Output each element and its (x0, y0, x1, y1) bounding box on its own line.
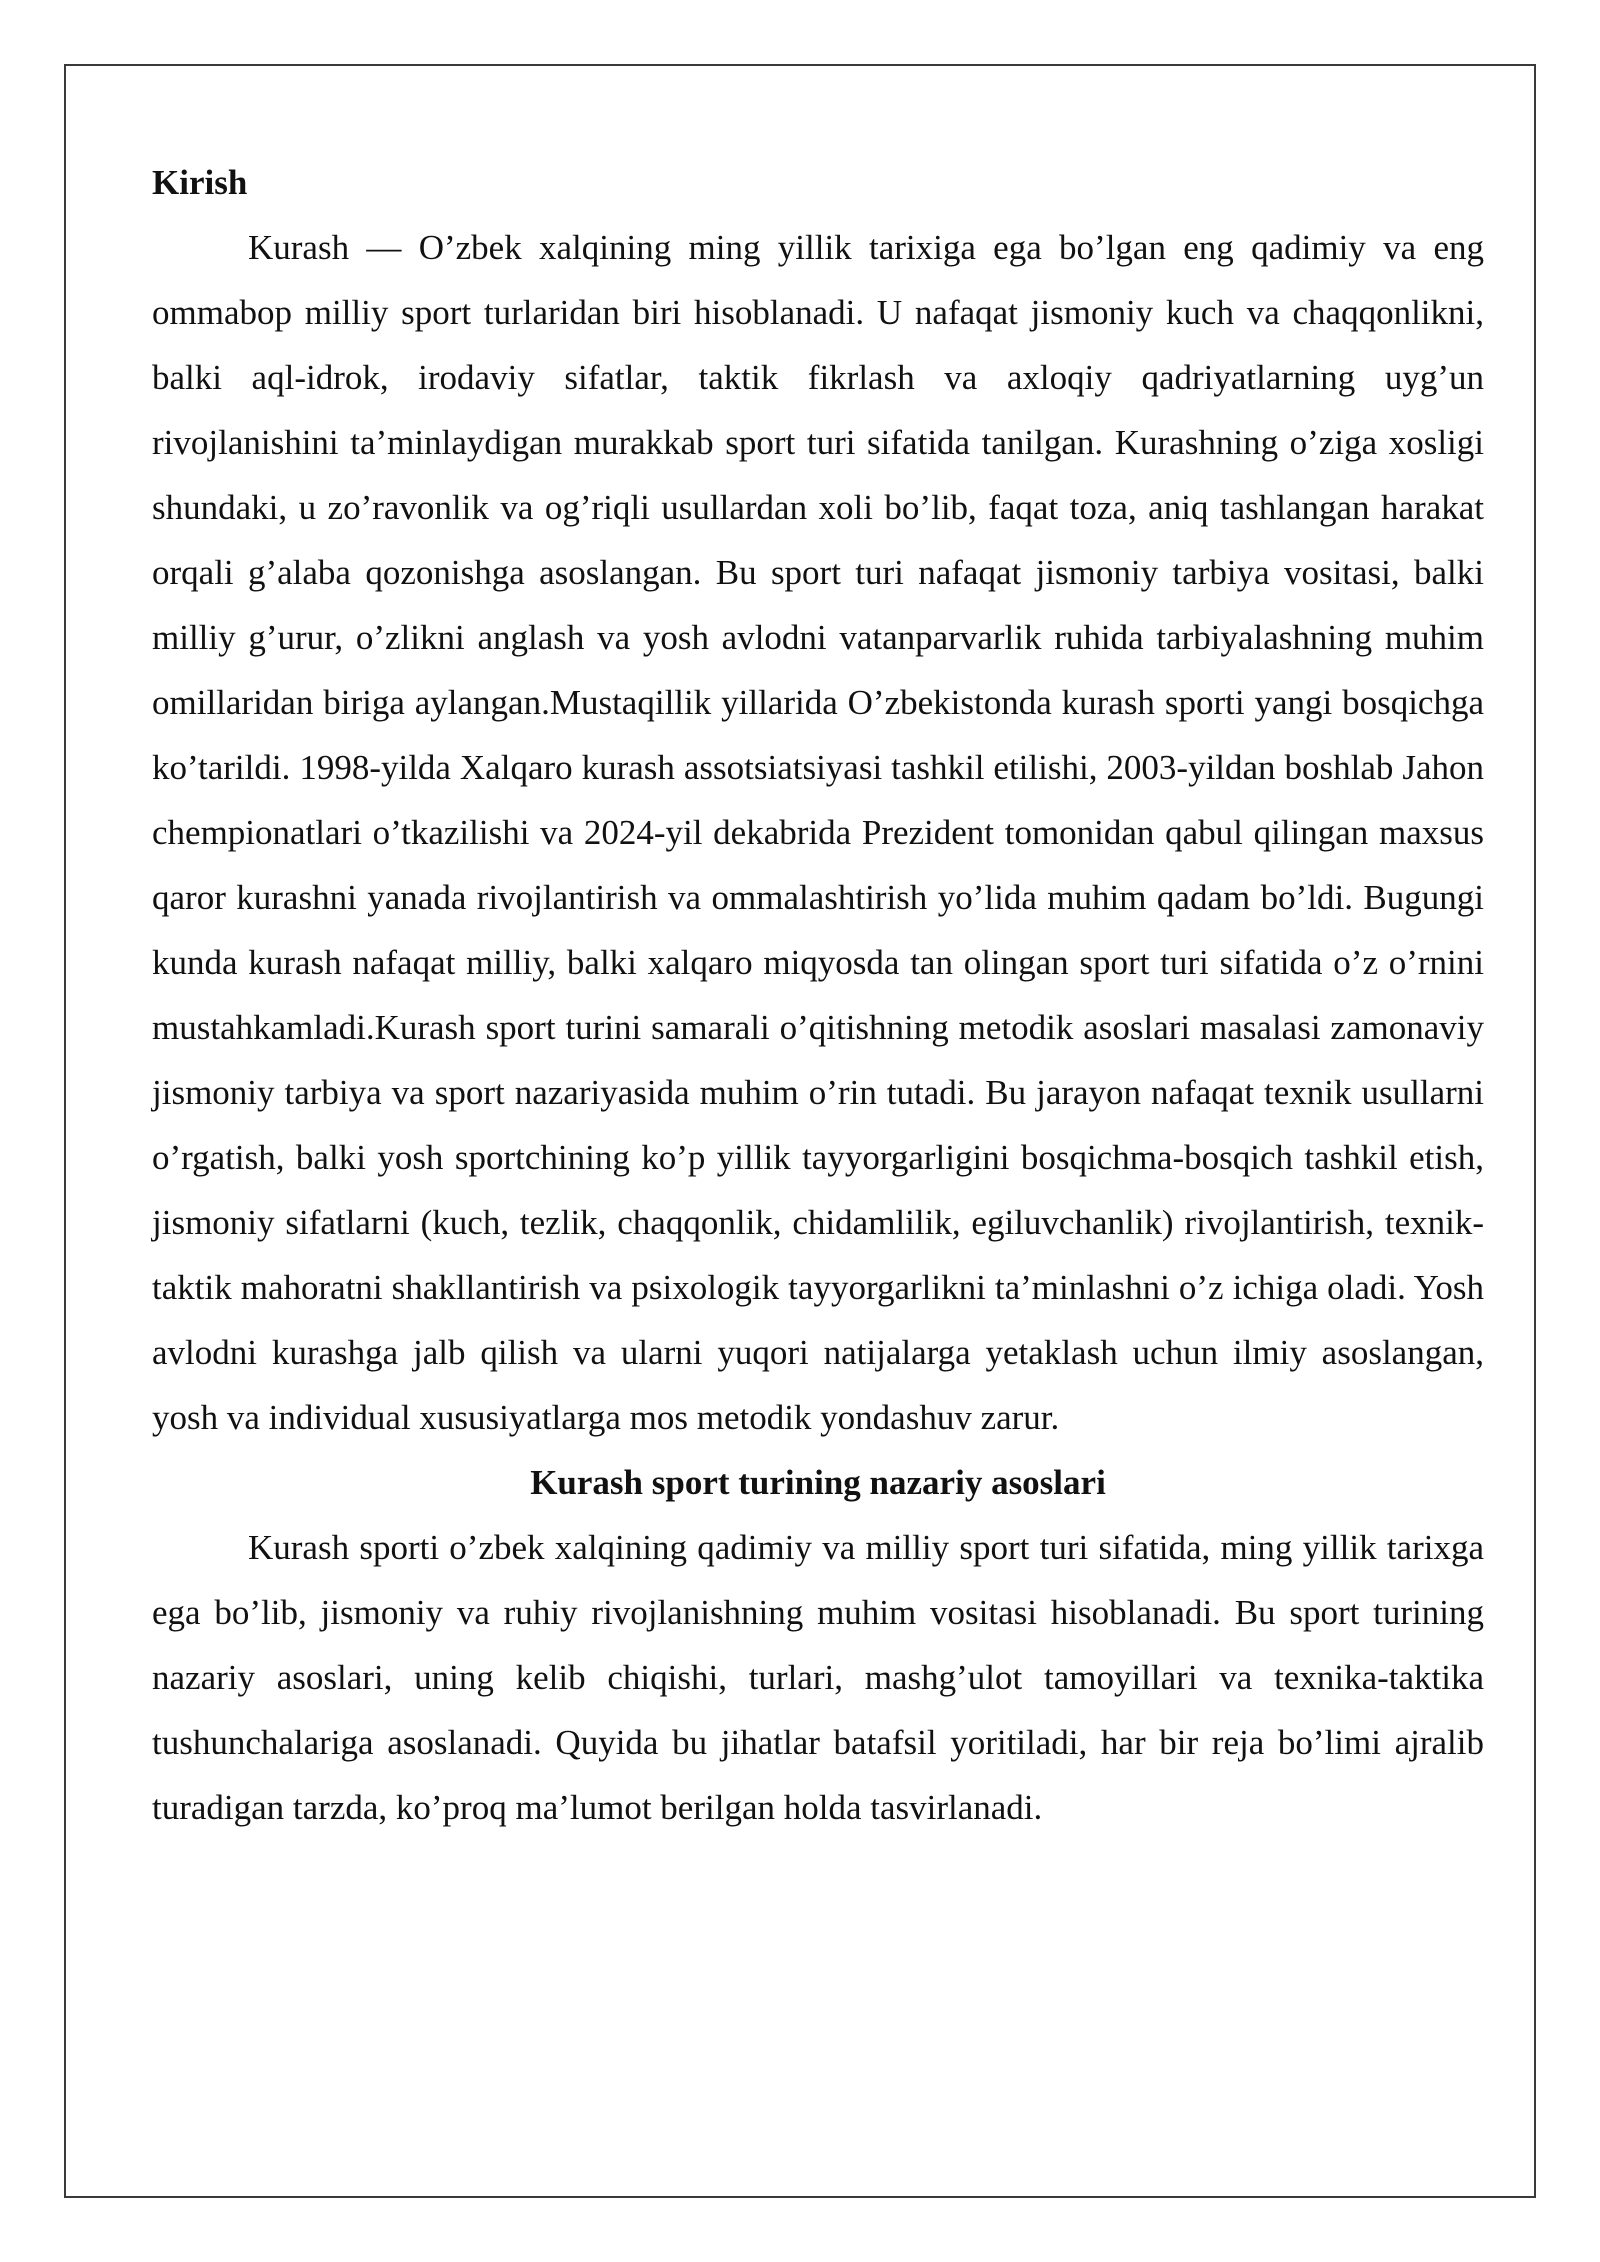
section-heading: Kurash sport turining nazariy asoslari (530, 1463, 1106, 1502)
intro-heading: Kirish (152, 163, 248, 202)
document-body (152, 150, 1484, 1840)
intro-paragraph: Kurash — O’zbek xalqining ming yillik tarixiga ega bo’lgan eng qadimiy va eng ommabop milliy sport turlaridan biri hisoblanadi. U nafaqat jismoniy kuch va chaqqonlikni, balki aql-idrok, irodaviy sifatlar, taktik fikrlash va axloqiy qadriyatlarning uyg’un rivojlanishini ta’minlaydigan murakkab sport turi sifatida tanilgan. Kurashning o’ziga xosligi shundaki, u zo’ravonlik va og’riqli usullardan xoli bo’lib, faqat toza, aniq tashlangan harakat orqali g’alaba qozonishga asoslangan. Bu sport turi nafaqat jismoniy tarbiya vositasi, balki milliy g’urur, o’zlikni anglash va yosh avlodni vatanparvarlik ruhida tarbiyalashning muhim omillaridan biriga aylangan.Mustaqillik yillarida O’zbekistonda kurash sporti yangi bosqichga ko’tarildi. 1998-yilda Xalqaro kurash assotsiatsiyasi tashkil etilishi, 2003-yildan boshlab Jahon chempionatlari o’tkazilishi va 2024-yil dekabrida Prezident tomonidan qabul qilingan maxsus qaror kurashni yanada rivojlantirish va ommalashtirish yo’lida muhim qadam bo’ldi. Bugungi kunda kurash nafaqat milliy, balki xalqaro miqyosda tan olingan sport turi sifatida o’z o’rnini mustahkamladi.Kurash sport turini samarali o’qitishning metodik asoslari masalasi zamonaviy jismoniy tarbiya va sport nazariyasida muhim o’rin tutadi. Bu jarayon nafaqat texnik usullarni o’rgatish, balki yosh sportchining ko’p yillik tayyorgarligini bosqichma-bosqich tashkil etish, jismoniy sifatlarni (kuch, tezlik, chaqqonlik, chidamlilik, egiluvchanlik) rivojlantirish, texnik-taktik mahoratni shakllantirish va psixologik tayyorgarlikni ta’minlashni o’z ichiga oladi. Yosh avlodni kurashga jalb qilish va ularni yuqori natijalarga yetaklash uchun ilmiy asoslangan, yosh va individual xususiyatlarga mos metodik yondashuv zarur. (152, 228, 1484, 1437)
section-paragraph: Kurash sporti o’zbek xalqining qadimiy va milliy sport turi sifatida, ming yillik tarixga ega bo’lib, jismoniy va ruhiy rivojlanishning muhim vositasi hisoblanadi. Bu sport turining nazariy asoslari, uning kelib chiqishi, turlari, mashg’ulot tamoyillari va texnika-taktika tushunchalariga asoslanadi. Quyida bu jihatlar batafsil yoritiladi, har bir reja bo’limi ajralib turadigan tarzda, ko’proq ma’lumot berilgan holda tasvirlanadi. (152, 1528, 1484, 1827)
